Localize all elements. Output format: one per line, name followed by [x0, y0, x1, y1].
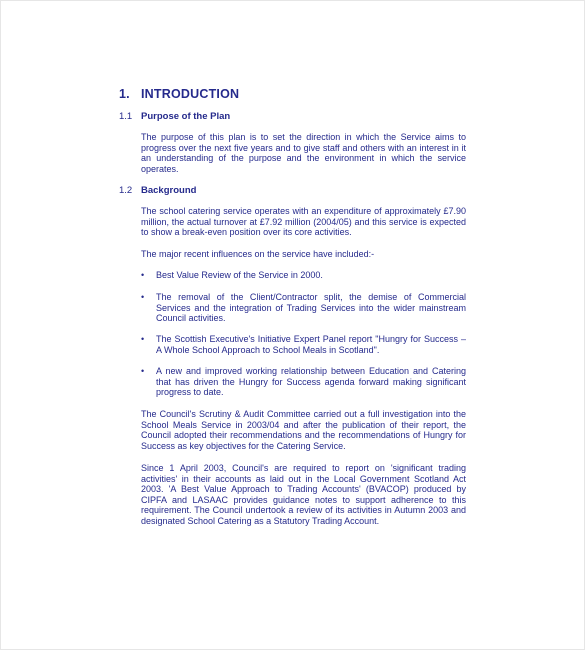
bullet-marker: • — [141, 292, 145, 302]
subsection-title-background: Background — [141, 185, 197, 196]
section-title: INTRODUCTION — [141, 87, 240, 101]
bullet-marker: • — [141, 366, 145, 376]
background-paragraph-4: Since 1 April 2003, Council's are required to report on 'significant trading activities' in their accounts as laid out in the Local Government Scotland Act 2003. 'A Best Value Approach to Trading Accounts' (BVACOP) produced by CIPFA and LASAAC provides guidance notes to support adherence to this requirement. The Council undertook a review of its activities in Autumn 2003 and designated School Catering as a Statutory Trading Account. — [141, 463, 466, 526]
subsection-number-1-2: 1.2 — [119, 185, 133, 196]
subsection-title-purpose: Purpose of the Plan — [141, 111, 231, 122]
bullet-item-3: The Scottish Executive's Initiative Expert Panel report "Hungry for Success – A Whole School Approach to School Meals in Scotland". — [156, 334, 466, 355]
bullet-item-1: Best Value Review of the Service in 2000. — [156, 270, 323, 280]
background-paragraph-2: The major recent influences on the service have included:- — [141, 249, 375, 259]
bullet-marker: • — [141, 334, 145, 344]
bullet-marker: • — [141, 270, 145, 280]
background-paragraph-3: The Council's Scrutiny & Audit Committee carried out a full investigation into the School Meals Service in 2003/04 and after the publication of their report, the Council adopted their recommendations and the recommendations of Hungry for Success as key objectives for the Catering Service. — [141, 409, 466, 451]
background-paragraph-1: The school catering service operates with an expenditure of approximately £7.90 million, the actual turnover at £7.92 million (2004/05) and this service is expected to show a break-even position over its core activities. — [141, 206, 466, 238]
bullet-item-2: The removal of the Client/Contractor split, the demise of Commercial Services and the integration of Trading Services into the wider mainstream Council activities. — [156, 292, 466, 324]
bullet-item-4: A new and improved working relationship between Education and Catering that has driven the Hungry for Success agenda forward making significant progress to date. — [156, 366, 466, 398]
purpose-paragraph: The purpose of this plan is to set the direction in which the Service aims to progress over the next five years and to give staff and others with an interest in it an understanding of the purpose and the environment in which the service operates. — [141, 132, 466, 174]
section-number: 1. — [119, 87, 130, 101]
subsection-number-1-1: 1.1 — [119, 111, 133, 122]
